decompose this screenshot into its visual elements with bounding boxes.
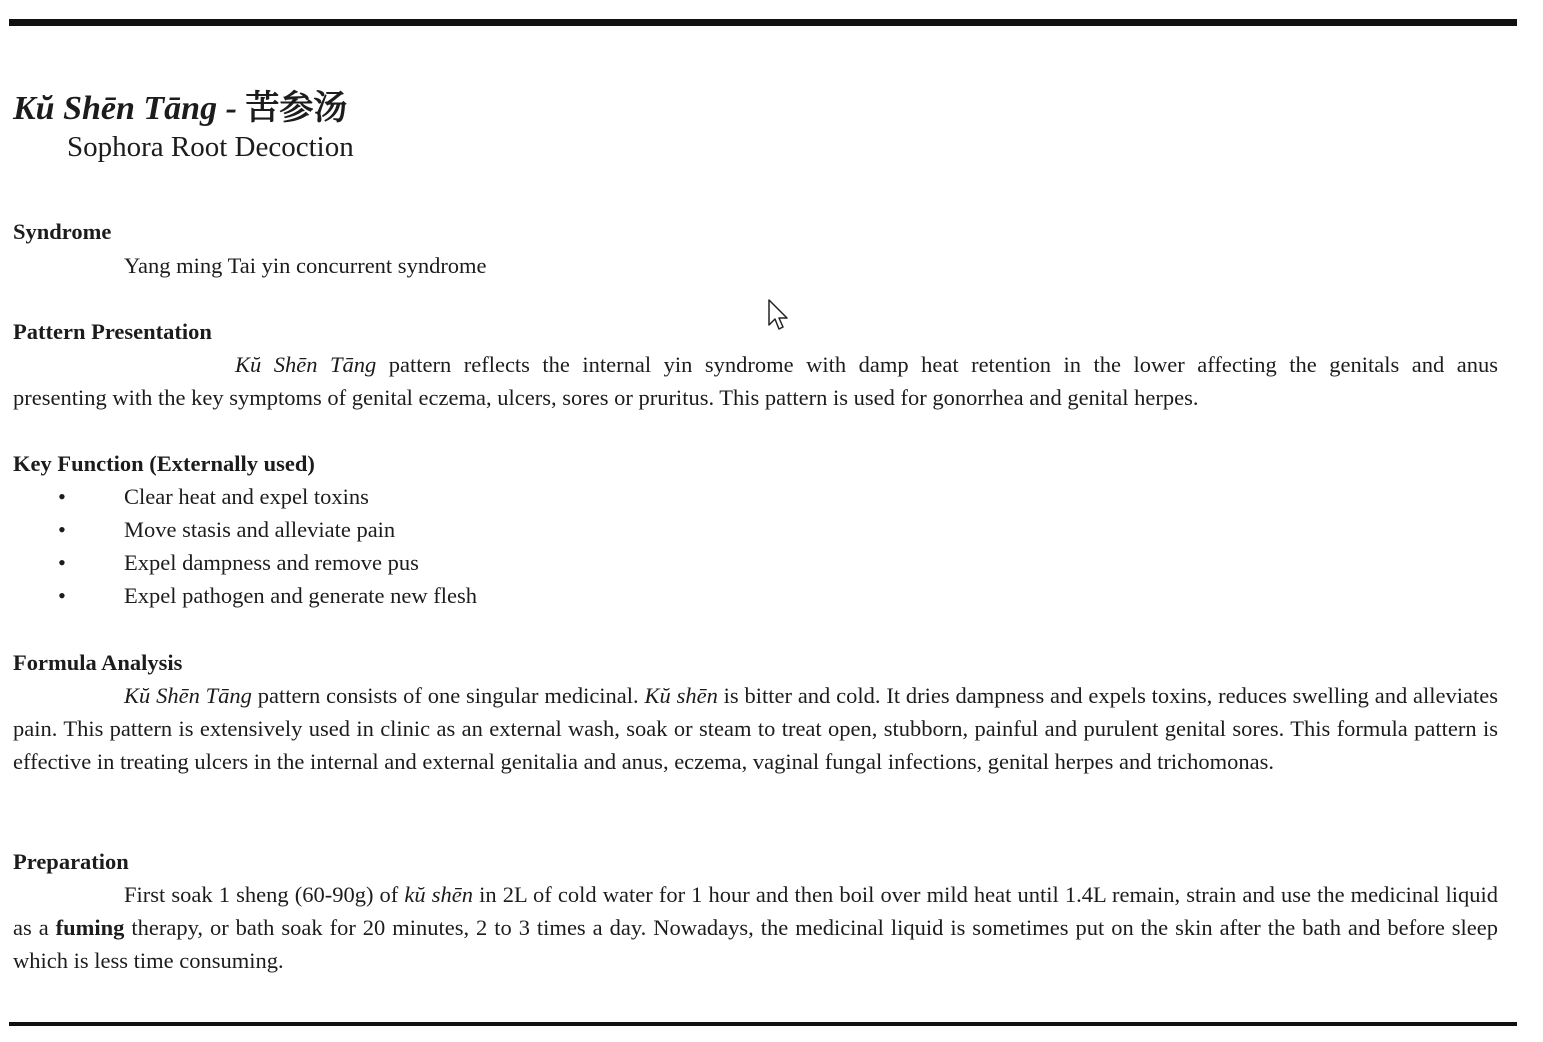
list-item-text: Clear heat and expel toxins — [124, 484, 369, 509]
title-chinese: 苦参汤 — [245, 90, 348, 127]
bullet: • — [58, 583, 66, 608]
pattern-heading: Pattern Presentation — [13, 319, 212, 344]
bullet: • — [58, 517, 66, 542]
formula-title — [13, 80, 347, 129]
pattern-line2: presenting with the key symptoms of genital eczema, ulcers, sores or pruritus. This pattern is used for gonorrhea and genital herpes. — [13, 385, 1199, 410]
analysis-paragraph — [13, 679, 1498, 778]
key-function-heading: Key Function (Externally used) — [13, 451, 315, 476]
title-separator: - — [217, 90, 246, 127]
list-item-text: Expel dampness and remove pus — [124, 550, 419, 575]
mouse-pointer-icon — [768, 299, 790, 333]
preparation-herb-name: kŭ shēn — [404, 882, 474, 907]
formula-subtitle: Sophora Root Decoction — [67, 131, 354, 163]
analysis-heading: Formula Analysis — [13, 650, 183, 675]
preparation-paragraph — [13, 878, 1498, 977]
list-item — [13, 480, 913, 513]
list-item — [13, 546, 913, 579]
title-pinyin: Kŭ Shēn Tāng — [13, 90, 218, 127]
pattern-formula-name: Kŭ Shēn Tāng — [235, 352, 377, 377]
preparation-text-1: First soak 1 sheng (60-90g) of — [124, 882, 405, 907]
pattern-line1-text: pattern reflects the internal yin syndrome with damp heat retention in the lower affecting the genitals and anus — [376, 352, 1498, 377]
preparation-text-3: therapy, or bath soak for 20 minutes, 2 to 3 times a day. Nowadays, the medicinal liquid is sometimes put on the skin after the bath and before sleep which is less time consuming. — [13, 915, 1498, 973]
analysis-text-1: pattern consists of one singular medicinal. — [251, 683, 645, 708]
preparation-bold-term: fuming — [55, 915, 125, 940]
syndrome-text: Yang ming Tai yin concurrent syndrome — [124, 253, 487, 278]
bullet: • — [58, 550, 66, 575]
key-function-list — [13, 480, 913, 612]
syndrome-heading: Syndrome — [13, 219, 112, 244]
list-item — [13, 579, 913, 612]
bottom-rule — [9, 1022, 1517, 1026]
list-item-text: Expel pathogen and generate new flesh — [124, 583, 477, 608]
analysis-text-2: is bitter and cold. It dries dampness and expels toxins, reduces swelling and alleviates pain. This pattern is extensively used in clinic as an external wash, soak or steam to treat open, stubborn, painful and purulent genital sores. This formula pattern is effective in treating ulcers in the internal and external genitalia and anus, eczema, vaginal fungal infections, genital herpes and trichomonas. — [13, 683, 1498, 774]
analysis-herb-name: Kŭ shēn — [644, 683, 718, 708]
pattern-line1 — [13, 348, 1498, 381]
list-item — [13, 513, 913, 546]
bullet: • — [58, 484, 66, 509]
preparation-text-2: in 2L of cold water for 1 hour and then boil over mild heat until 1.4L remain, strain and use the medicinal liquid as a — [13, 882, 1499, 940]
top-rule — [9, 19, 1517, 26]
list-item-text: Move stasis and alleviate pain — [124, 517, 396, 542]
analysis-formula-name: Kŭ Shēn Tāng — [124, 683, 252, 708]
preparation-heading: Preparation — [13, 849, 129, 874]
